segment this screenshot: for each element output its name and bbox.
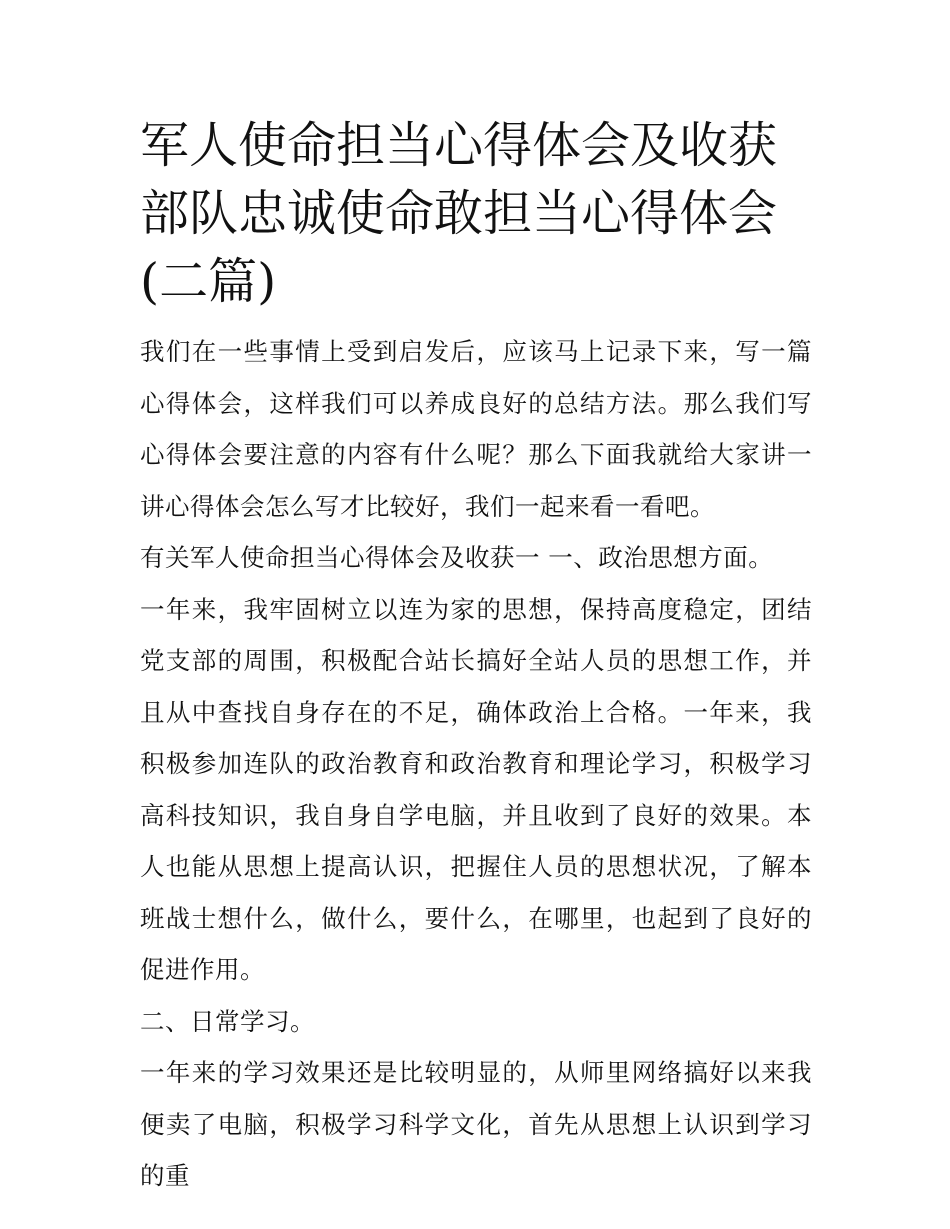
document-body: [140, 112, 812, 1202]
title-spacing: [140, 316, 812, 326]
paragraph-section-two-heading: 二、日常学习。: [140, 1006, 315, 1036]
paragraph-political-thought: 一年来，我牢固树立以连为家的思想，保持高度稳定，团结党支部的周围，积极配合站长搞好全站人员的思想工作，并且从中查找自身存在的不足，确体政治上合格。一年来，我积极参加连队的政治教育和政治教育和理论学习，积极学习高科技知识，我自身自学电脑，并且收到了良好的效果。本人也能从思想上提高认识，把握住人员的思想状况，了解本班战士想什么，做什么，要什么，在哪里，也起到了良好的促进作用。: [140, 594, 812, 984]
paragraph-section-one-heading: 有关军人使命担当心得体会及收获一 一、政治思想方面。: [140, 543, 774, 572]
paragraph-daily-study: 一年来的学习效果还是比较明显的，从师里网络搞好以来我便卖了电脑，积极学习科学文化，首先从思想上认识到学习的重: [140, 1058, 812, 1190]
paragraph-intro: 我们在一些事情上受到启发后，应该马上记录下来，写一篇心得体会，这样我们可以养成良好的总结方法。那么我们写心得体会要注意的内容有什么呢？那么下面我就给大家讲一讲心得体会怎么写才比较好，我们一起来看一看吧。: [140, 337, 812, 521]
document-title: 军人使命担当心得体会及收获部队忠诚使命敢担当心得体会(二篇): [140, 117, 778, 310]
